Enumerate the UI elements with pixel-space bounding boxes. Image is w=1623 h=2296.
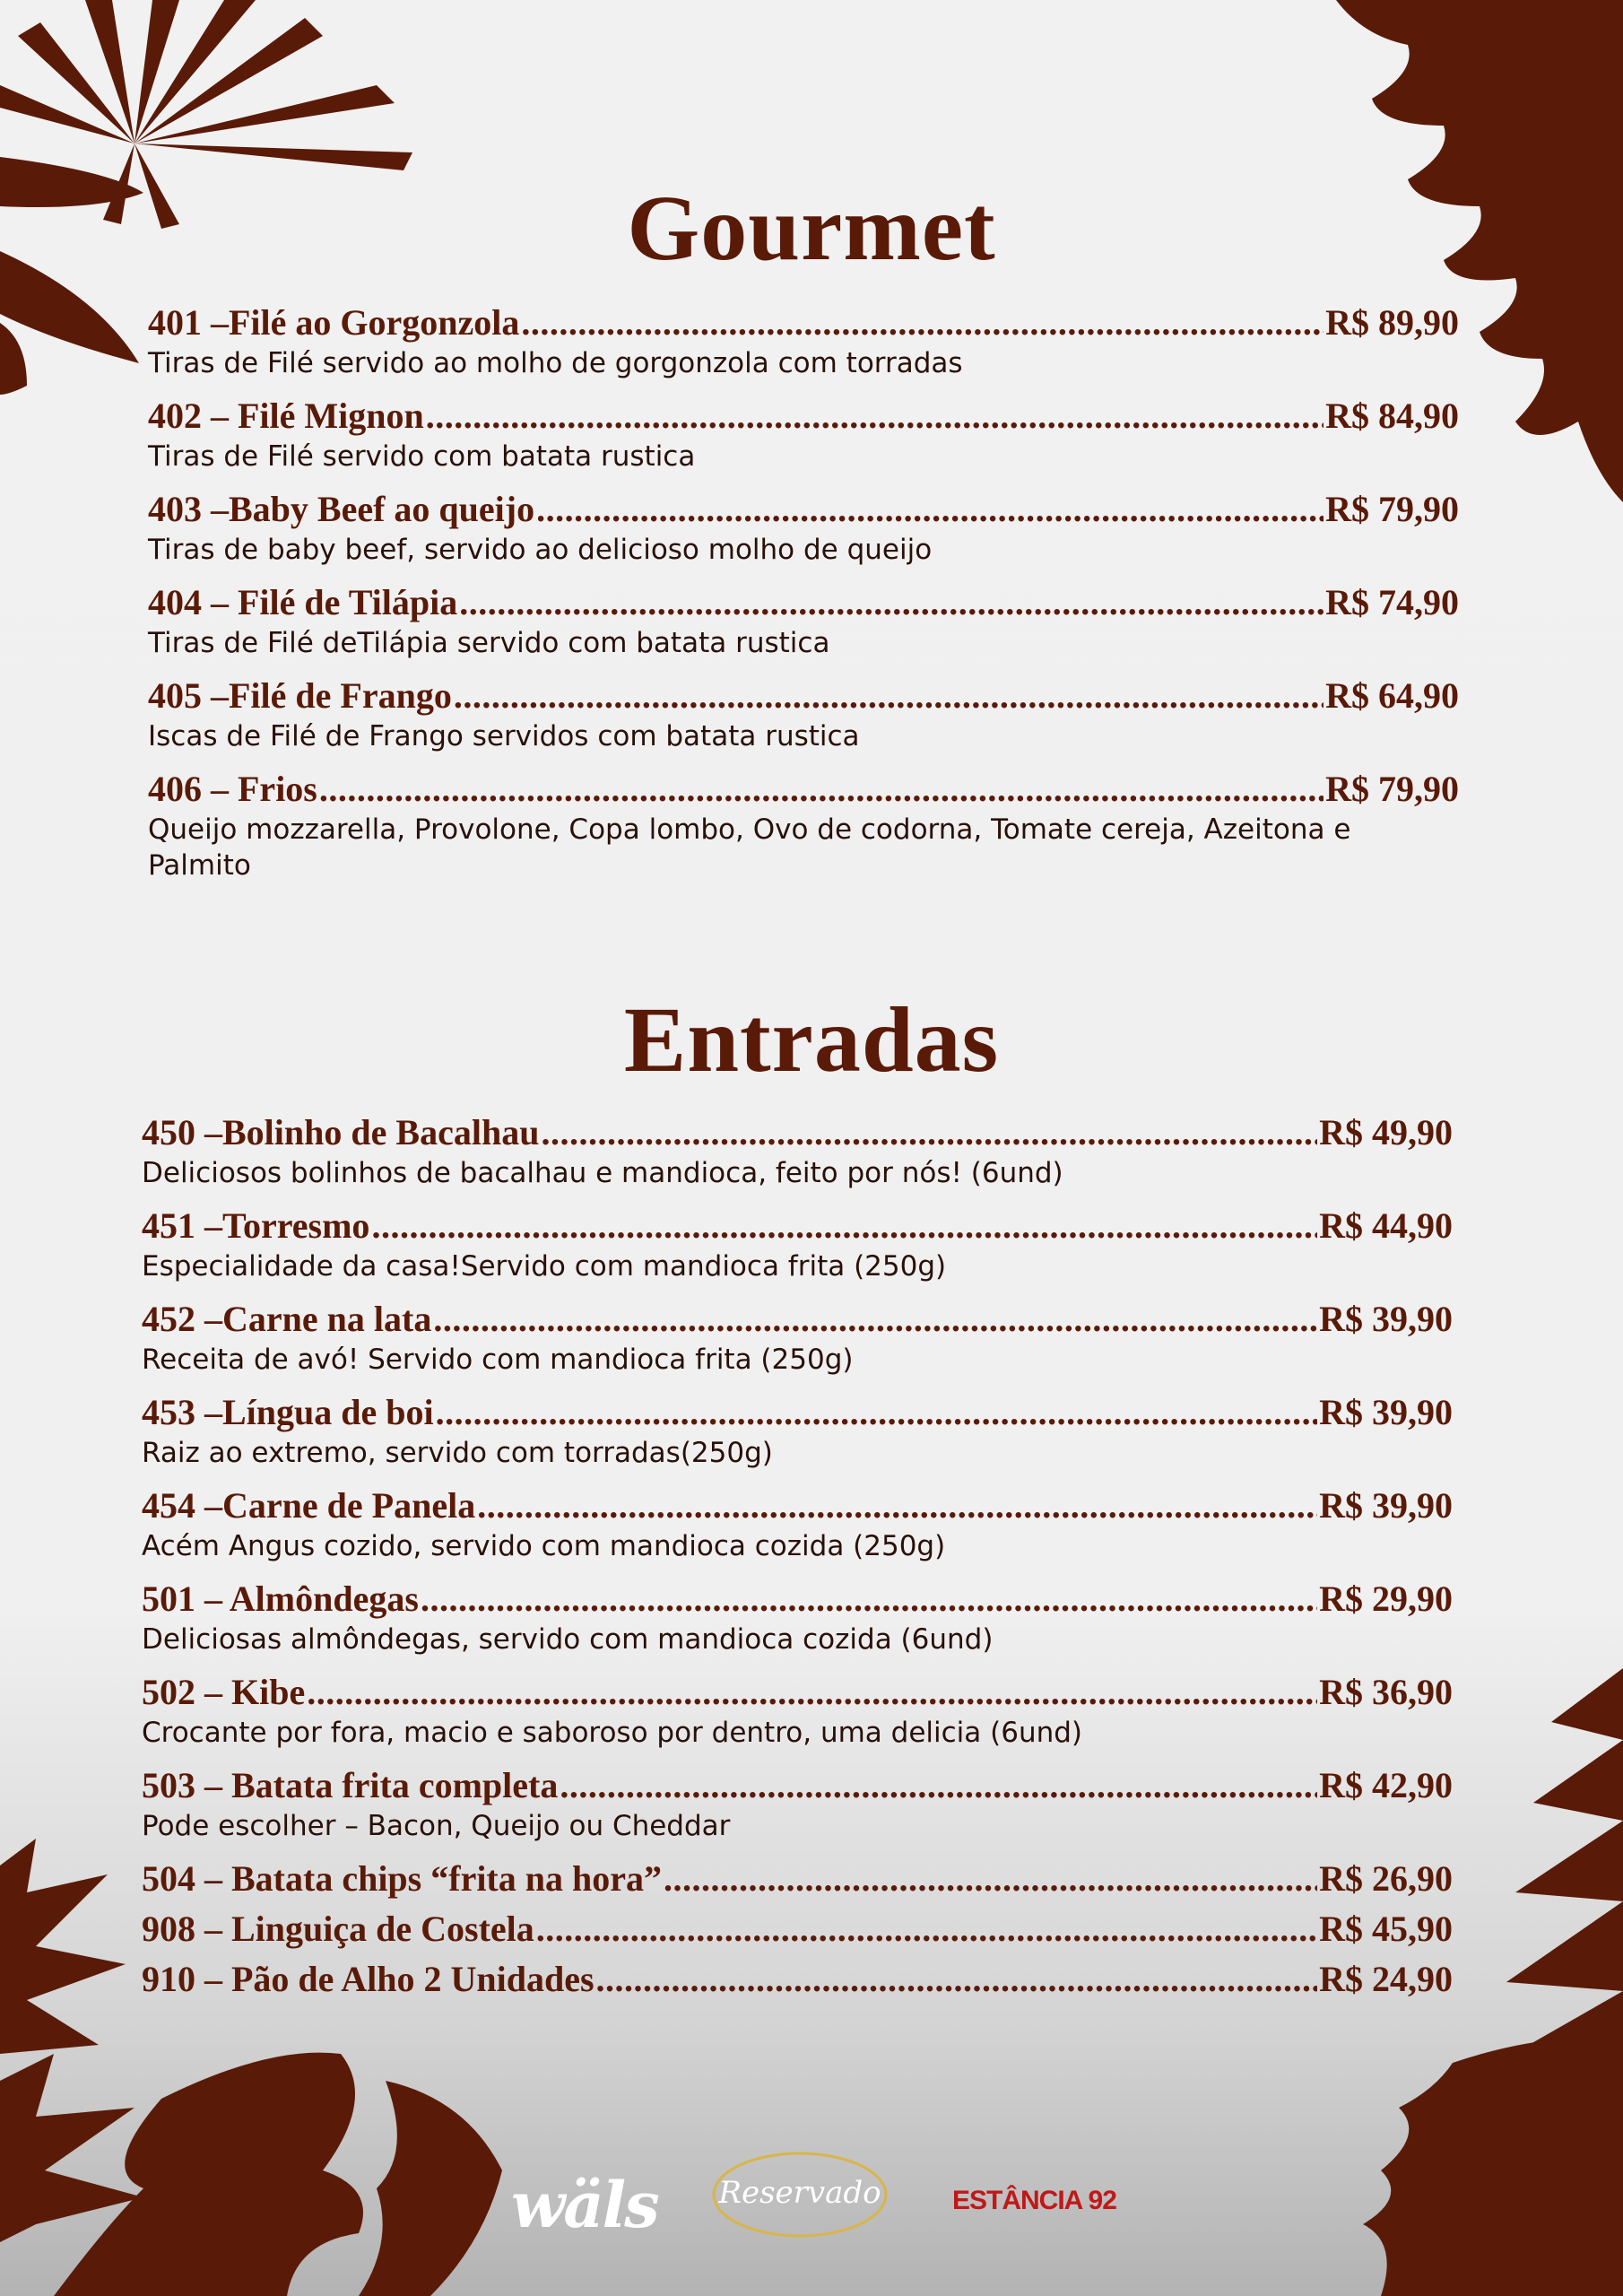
dot-leader [459, 580, 1324, 625]
menu-item-price: R$ 42,90 [1319, 1765, 1453, 1805]
menu-item [142, 1390, 1453, 1471]
menu-item-name: 450 –Bolinho de Bacalhau [142, 1112, 540, 1152]
dot-leader [426, 394, 1324, 439]
dot-leader [454, 674, 1324, 718]
menu-item-description: Tiras de Filé servido com batata rustica [148, 440, 696, 473]
menu-item-description: Iscas de Filé de Frango servidos com batata rustica [148, 720, 860, 752]
menu-item [148, 300, 1459, 381]
menu-item-name: 910 – Pão de Alho 2 Unidades [142, 1959, 595, 1999]
menu-item-name: 403 –Baby Beef ao queijo [148, 489, 535, 529]
menu-item-line [142, 1577, 1453, 1622]
dot-leader [541, 1110, 1317, 1155]
menu-item-description: Receita de avó! Servido com mandioca frita (250g) [142, 1344, 854, 1376]
menu-item [148, 394, 1459, 474]
menu-item-line [142, 1907, 1453, 1952]
menu-item-price: R$ 39,90 [1319, 1299, 1453, 1339]
section-title-gourmet: Gourmet [627, 177, 996, 280]
dot-leader [560, 1763, 1317, 1808]
dot-leader [307, 1670, 1317, 1715]
menu-item [148, 767, 1459, 883]
menu-item-line [148, 580, 1459, 625]
menu-item-price: R$ 44,90 [1319, 1205, 1453, 1246]
menu-item-price: R$ 79,90 [1325, 489, 1459, 529]
menu-item-line [148, 674, 1459, 718]
menu-item-name: 502 – Kibe [142, 1672, 306, 1712]
menu-item-line [142, 1957, 1453, 2002]
menu-item [142, 1204, 1453, 1284]
menu-item-name: 504 – Batata chips “frita na hora” [142, 1858, 662, 1899]
menu-item [142, 1857, 1453, 1901]
dot-leader [319, 767, 1324, 812]
menu-item-name: 404 – Filé de Tilápia [148, 582, 458, 622]
menu-item [142, 1907, 1453, 1952]
menu-item [142, 1483, 1453, 1564]
menu-item-description: Pode escolher – Bacon, Queijo ou Cheddar [142, 1810, 731, 1842]
dot-leader [421, 1577, 1317, 1622]
menu-item-line [142, 1297, 1453, 1342]
menu-list-entradas [142, 1110, 1453, 2007]
menu-item-name: 451 –Torresmo [142, 1205, 370, 1246]
dot-leader [433, 1297, 1317, 1342]
menu-item-price: R$ 64,90 [1325, 675, 1459, 716]
menu-item-price: R$ 39,90 [1319, 1485, 1453, 1526]
menu-item [142, 1957, 1453, 2002]
dot-leader [477, 1483, 1317, 1528]
menu-item-line [148, 394, 1459, 439]
menu-item-line [142, 1857, 1453, 1901]
menu-item-line [142, 1483, 1453, 1528]
menu-item-description: Tiras de Filé deTilápia servido com batata rustica [148, 627, 830, 659]
menu-item-line [148, 487, 1459, 532]
menu-item-name: 453 –Língua de boi [142, 1392, 434, 1432]
menu-item-line [142, 1763, 1453, 1808]
menu-item-price: R$ 74,90 [1325, 582, 1459, 622]
menu-item-line [148, 767, 1459, 812]
menu-item-name: 452 –Carne na lata [142, 1299, 432, 1339]
menu-item-line [142, 1390, 1453, 1435]
menu-item-price: R$ 36,90 [1319, 1672, 1453, 1712]
menu-item [142, 1297, 1453, 1378]
dot-leader [664, 1857, 1317, 1901]
menu-item-description: Deliciosas almôndegas, servido com mandioca cozida (6und) [142, 1623, 994, 1656]
dot-leader [536, 1907, 1317, 1952]
menu-item-name: 405 –Filé de Frango [148, 675, 452, 716]
dot-leader [521, 300, 1324, 345]
menu-item [142, 1110, 1453, 1191]
menu-item-price: R$ 24,90 [1319, 1959, 1453, 1999]
menu-item-price: R$ 84,90 [1325, 396, 1459, 436]
menu-item-name: 402 – Filé Mignon [148, 396, 424, 436]
menu-item-line [142, 1204, 1453, 1248]
menu-item-price: R$ 39,90 [1319, 1392, 1453, 1432]
menu-list-gourmet [148, 300, 1459, 896]
menu-item-price: R$ 45,90 [1319, 1909, 1453, 1949]
dot-leader [436, 1390, 1317, 1435]
menu-item-description: Deliciosos bolinhos de bacalhau e mandioca, feito por nós! (6und) [142, 1157, 1063, 1189]
dot-leader [371, 1204, 1317, 1248]
menu-item [142, 1577, 1453, 1657]
menu-item-description: Queijo mozzarella, Provolone, Copa lombo, Ovo de codorna, Tomate cereja, Azeitona e Palmito [148, 813, 1351, 882]
menu-item-description: Especialidade da casa!Servido com mandioca frita (250g) [142, 1250, 947, 1283]
menu-item-price: R$ 26,90 [1319, 1858, 1453, 1899]
dot-leader [596, 1957, 1318, 2002]
menu-item-name: 503 – Batata frita completa [142, 1765, 559, 1805]
wals-logo: wäls [511, 2168, 658, 2242]
dot-leader [536, 487, 1324, 532]
menu-item-price: R$ 29,90 [1319, 1578, 1453, 1619]
menu-item-line [148, 300, 1459, 345]
menu-item-price: R$ 49,90 [1319, 1112, 1453, 1152]
menu-item-name: 406 – Frios [148, 769, 317, 809]
menu-item [148, 487, 1459, 568]
menu-item [148, 674, 1459, 754]
menu-item-line [142, 1670, 1453, 1715]
reservado-logo [710, 2148, 890, 2247]
menu-item-description: Tiras de baby beef, servido ao delicioso molho de queijo [148, 534, 933, 566]
menu-item-name: 454 –Carne de Panela [142, 1485, 476, 1526]
menu-item [142, 1670, 1453, 1751]
menu-item-price: R$ 79,90 [1325, 769, 1459, 809]
menu-item-line [142, 1110, 1453, 1155]
menu-item-description: Crocante por fora, macio e saboroso por dentro, uma delicia (6und) [142, 1717, 1083, 1749]
reservado-logo-text: Reservado [718, 2175, 881, 2211]
section-title-entradas: Entradas [623, 988, 1000, 1091]
menu-item-name: 908 – Linguiça de Costela [142, 1909, 534, 1949]
menu-item-description: Raiz ao extremo, servido com torradas(250g) [142, 1437, 773, 1469]
menu-item-description: Acém Angus cozido, servido com mandioca cozida (250g) [142, 1530, 946, 1562]
menu-item [148, 580, 1459, 661]
estancia-logo: ESTÂNCIA 92 [952, 2186, 1116, 2215]
footer-logos [502, 2148, 1130, 2256]
menu-item-description: Tiras de Filé servido ao molho de gorgonzola com torradas [148, 347, 963, 379]
menu-item-name: 501 – Almôndegas [142, 1578, 419, 1619]
menu-item-price: R$ 89,90 [1325, 302, 1459, 343]
menu-item-name: 401 –Filé ao Gorgonzola [148, 302, 520, 343]
menu-item [142, 1763, 1453, 1844]
